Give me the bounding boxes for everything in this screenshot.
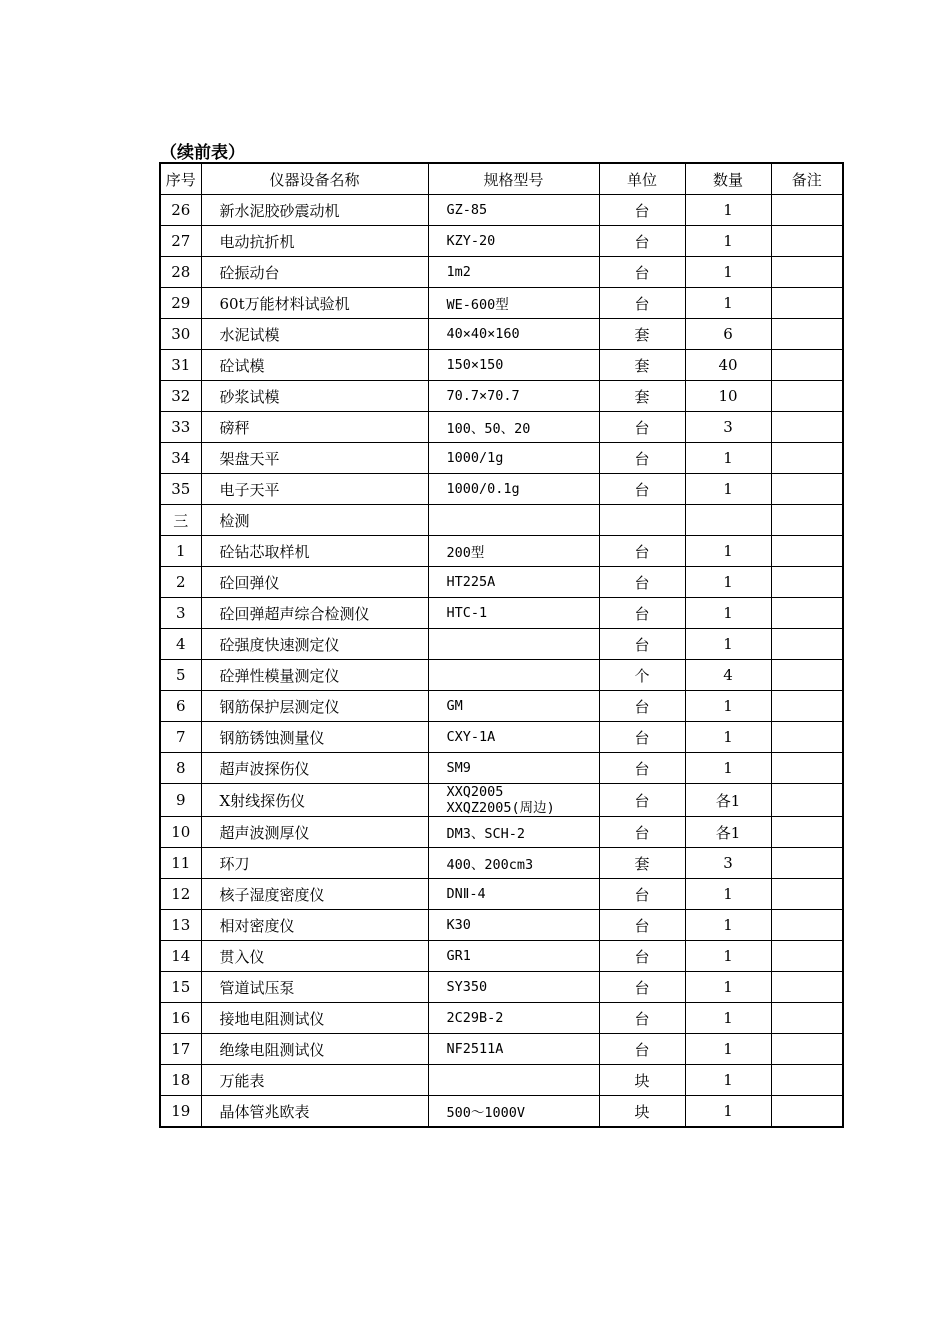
cell-note <box>771 1096 843 1128</box>
cell-spec: 400、200cm3 <box>428 848 599 879</box>
table-cell <box>599 505 685 536</box>
cell-note <box>771 848 843 879</box>
cell-unit: 台 <box>599 257 685 288</box>
cell-spec: 500～1000V <box>428 1096 599 1128</box>
table-row <box>160 443 843 474</box>
cell-note <box>771 753 843 784</box>
table-cell <box>428 505 599 536</box>
cell-note <box>771 629 843 660</box>
cell-no: 12 <box>160 879 201 910</box>
cell-unit: 台 <box>599 288 685 319</box>
cell-unit: 台 <box>599 536 685 567</box>
cell-spec: SM9 <box>428 753 599 784</box>
cell-spec: KZY-20 <box>428 226 599 257</box>
cell-unit: 套 <box>599 381 685 412</box>
cell-note <box>771 226 843 257</box>
cell-name: 环刀 <box>201 848 428 879</box>
cell-note <box>771 536 843 567</box>
cell-note <box>771 195 843 226</box>
cell-qty: 1 <box>685 257 771 288</box>
cell-qty: 各1 <box>685 817 771 848</box>
equipment-table <box>159 162 844 1128</box>
table-row <box>160 598 843 629</box>
cell-note <box>771 972 843 1003</box>
cell-spec: 70.7×70.7 <box>428 381 599 412</box>
cell-name: 砼回弹仪 <box>201 567 428 598</box>
cell-unit: 台 <box>599 910 685 941</box>
cell-qty: 1 <box>685 691 771 722</box>
cell-note <box>771 784 843 817</box>
cell-unit: 套 <box>599 350 685 381</box>
cell-qty: 1 <box>685 972 771 1003</box>
cell-spec <box>428 629 599 660</box>
cell-unit: 套 <box>599 848 685 879</box>
cell-unit: 台 <box>599 1034 685 1065</box>
cell-no: 4 <box>160 629 201 660</box>
cell-qty: 3 <box>685 412 771 443</box>
table-row <box>160 195 843 226</box>
cell-note <box>771 1003 843 1034</box>
cell-no: 27 <box>160 226 201 257</box>
cell-spec: K30 <box>428 910 599 941</box>
cell-name: 砼振动台 <box>201 257 428 288</box>
cell-no: 3 <box>160 598 201 629</box>
table-header-row <box>160 163 843 195</box>
cell-qty: 1 <box>685 474 771 505</box>
table-row <box>160 722 843 753</box>
cell-spec <box>428 1065 599 1096</box>
cell-spec: 150×150 <box>428 350 599 381</box>
cell-spec: GM <box>428 691 599 722</box>
section-name: 检测 <box>201 505 428 536</box>
cell-unit: 台 <box>599 941 685 972</box>
cell-name: 相对密度仪 <box>201 910 428 941</box>
cell-qty: 1 <box>685 753 771 784</box>
cell-qty: 1 <box>685 1034 771 1065</box>
cell-name: 砼钻芯取样机 <box>201 536 428 567</box>
cell-spec <box>428 660 599 691</box>
cell-unit: 台 <box>599 879 685 910</box>
table-row <box>160 784 843 817</box>
cell-spec: GR1 <box>428 941 599 972</box>
cell-name: 电子天平 <box>201 474 428 505</box>
cell-spec: 1000/0.1g <box>428 474 599 505</box>
table-row <box>160 412 843 443</box>
cell-qty: 1 <box>685 536 771 567</box>
table-caption: （续前表） <box>160 143 245 163</box>
cell-spec-line: XXQ2005 <box>446 784 504 800</box>
cell-unit: 台 <box>599 226 685 257</box>
cell-note <box>771 660 843 691</box>
cell-note <box>771 941 843 972</box>
table-row <box>160 629 843 660</box>
cell-qty: 各1 <box>685 784 771 817</box>
table-row <box>160 691 843 722</box>
cell-name: X射线探伤仪 <box>201 784 428 817</box>
cell-spec: DNⅡ-4 <box>428 879 599 910</box>
cell-unit: 台 <box>599 629 685 660</box>
cell-qty: 1 <box>685 195 771 226</box>
cell-unit: 台 <box>599 784 685 817</box>
cell-no: 26 <box>160 195 201 226</box>
cell-name: 砼回弹超声综合检测仪 <box>201 598 428 629</box>
cell-no: 19 <box>160 1096 201 1128</box>
cell-name: 架盘天平 <box>201 443 428 474</box>
table-row <box>160 474 843 505</box>
cell-no: 15 <box>160 972 201 1003</box>
cell-spec-line: XXQZ2005(周边) <box>446 800 555 816</box>
cell-qty: 1 <box>685 629 771 660</box>
cell-note <box>771 1034 843 1065</box>
cell-unit: 台 <box>599 722 685 753</box>
cell-qty: 6 <box>685 319 771 350</box>
cell-qty: 1 <box>685 1065 771 1096</box>
cell-note <box>771 598 843 629</box>
cell-note <box>771 381 843 412</box>
cell-name: 钢筋保护层测定仪 <box>201 691 428 722</box>
cell-name: 磅秤 <box>201 412 428 443</box>
cell-spec: 200型 <box>428 536 599 567</box>
cell-no: 8 <box>160 753 201 784</box>
cell-no: 7 <box>160 722 201 753</box>
cell-qty: 1 <box>685 1096 771 1128</box>
table-row <box>160 879 843 910</box>
cell-no: 35 <box>160 474 201 505</box>
table-row <box>160 753 843 784</box>
cell-name: 水泥试模 <box>201 319 428 350</box>
cell-note <box>771 567 843 598</box>
cell-name: 绝缘电阻测试仪 <box>201 1034 428 1065</box>
table-row <box>160 848 843 879</box>
cell-spec: HTC-1 <box>428 598 599 629</box>
cell-qty: 1 <box>685 910 771 941</box>
cell-name: 砂浆试模 <box>201 381 428 412</box>
table-cell <box>685 505 771 536</box>
header-unit: 单位 <box>599 163 685 195</box>
table-row <box>160 350 843 381</box>
cell-spec: 100、50、20 <box>428 412 599 443</box>
cell-name: 贯入仪 <box>201 941 428 972</box>
table-row <box>160 972 843 1003</box>
cell-spec: HT225A <box>428 567 599 598</box>
cell-name: 万能表 <box>201 1065 428 1096</box>
cell-name: 砼强度快速测定仪 <box>201 629 428 660</box>
cell-qty: 1 <box>685 722 771 753</box>
cell-qty: 1 <box>685 941 771 972</box>
cell-no: 1 <box>160 536 201 567</box>
cell-no: 5 <box>160 660 201 691</box>
cell-name: 核子湿度密度仪 <box>201 879 428 910</box>
cell-no: 28 <box>160 257 201 288</box>
cell-unit: 台 <box>599 972 685 1003</box>
cell-note <box>771 257 843 288</box>
cell-name: 管道试压泵 <box>201 972 428 1003</box>
table-row <box>160 288 843 319</box>
table-row <box>160 910 843 941</box>
cell-spec: DM3、SCH-2 <box>428 817 599 848</box>
cell-note <box>771 319 843 350</box>
cell-qty: 3 <box>685 848 771 879</box>
cell-qty: 1 <box>685 226 771 257</box>
header-note: 备注 <box>771 163 843 195</box>
cell-no: 14 <box>160 941 201 972</box>
cell-name: 超声波测厚仪 <box>201 817 428 848</box>
header-qty: 数量 <box>685 163 771 195</box>
cell-no: 33 <box>160 412 201 443</box>
cell-unit: 台 <box>599 753 685 784</box>
cell-unit: 台 <box>599 195 685 226</box>
cell-note <box>771 474 843 505</box>
cell-no: 16 <box>160 1003 201 1034</box>
cell-no: 32 <box>160 381 201 412</box>
cell-no: 34 <box>160 443 201 474</box>
cell-qty: 10 <box>685 381 771 412</box>
cell-spec <box>428 784 599 817</box>
cell-spec: NF2511A <box>428 1034 599 1065</box>
cell-unit: 台 <box>599 412 685 443</box>
cell-no: 2 <box>160 567 201 598</box>
cell-name: 砼试模 <box>201 350 428 381</box>
cell-note <box>771 879 843 910</box>
cell-qty: 1 <box>685 879 771 910</box>
cell-note <box>771 412 843 443</box>
cell-qty: 4 <box>685 660 771 691</box>
cell-unit: 台 <box>599 567 685 598</box>
table-cell <box>771 505 843 536</box>
cell-name: 钢筋锈蚀测量仪 <box>201 722 428 753</box>
cell-no: 11 <box>160 848 201 879</box>
cell-name: 60t万能材料试验机 <box>201 288 428 319</box>
header-no: 序号 <box>160 163 201 195</box>
cell-unit: 块 <box>599 1065 685 1096</box>
table-row <box>160 536 843 567</box>
cell-no: 9 <box>160 784 201 817</box>
cell-unit: 台 <box>599 1003 685 1034</box>
cell-note <box>771 691 843 722</box>
header-spec: 规格型号 <box>428 163 599 195</box>
cell-note <box>771 350 843 381</box>
cell-no: 6 <box>160 691 201 722</box>
table-row <box>160 1096 843 1128</box>
cell-no: 13 <box>160 910 201 941</box>
cell-no: 31 <box>160 350 201 381</box>
cell-note <box>771 443 843 474</box>
cell-note <box>771 910 843 941</box>
cell-no: 17 <box>160 1034 201 1065</box>
cell-note <box>771 817 843 848</box>
table-row <box>160 1065 843 1096</box>
table-row <box>160 660 843 691</box>
cell-no: 30 <box>160 319 201 350</box>
table-row <box>160 1034 843 1065</box>
cell-qty: 40 <box>685 350 771 381</box>
cell-unit: 台 <box>599 691 685 722</box>
cell-note <box>771 288 843 319</box>
cell-unit: 台 <box>599 443 685 474</box>
cell-unit: 台 <box>599 474 685 505</box>
cell-unit: 台 <box>599 817 685 848</box>
cell-no: 29 <box>160 288 201 319</box>
cell-name: 新水泥胶砂震动机 <box>201 195 428 226</box>
section-row <box>160 505 843 536</box>
cell-name: 电动抗折机 <box>201 226 428 257</box>
table-row <box>160 226 843 257</box>
cell-spec: 40×40×160 <box>428 319 599 350</box>
cell-spec: WE-600型 <box>428 288 599 319</box>
cell-name: 超声波探伤仪 <box>201 753 428 784</box>
cell-note <box>771 1065 843 1096</box>
cell-spec: SY350 <box>428 972 599 1003</box>
table-row <box>160 941 843 972</box>
table-row <box>160 257 843 288</box>
cell-no: 18 <box>160 1065 201 1096</box>
cell-spec: CXY-1A <box>428 722 599 753</box>
cell-name: 砼弹性模量测定仪 <box>201 660 428 691</box>
cell-name: 晶体管兆欧表 <box>201 1096 428 1128</box>
table-row <box>160 381 843 412</box>
cell-no: 10 <box>160 817 201 848</box>
cell-qty: 1 <box>685 598 771 629</box>
cell-qty: 1 <box>685 443 771 474</box>
cell-unit: 个 <box>599 660 685 691</box>
cell-qty: 1 <box>685 288 771 319</box>
table-row <box>160 319 843 350</box>
cell-spec: 2C29B-2 <box>428 1003 599 1034</box>
cell-unit: 块 <box>599 1096 685 1128</box>
cell-name: 接地电阻测试仪 <box>201 1003 428 1034</box>
header-name: 仪器设备名称 <box>201 163 428 195</box>
table-row <box>160 1003 843 1034</box>
cell-note <box>771 722 843 753</box>
table-row <box>160 567 843 598</box>
cell-spec: GZ-85 <box>428 195 599 226</box>
cell-qty: 1 <box>685 567 771 598</box>
cell-spec: 1m2 <box>428 257 599 288</box>
cell-spec: 1000/1g <box>428 443 599 474</box>
section-no: 三 <box>160 505 201 536</box>
table-row <box>160 817 843 848</box>
cell-qty: 1 <box>685 1003 771 1034</box>
cell-unit: 台 <box>599 598 685 629</box>
cell-unit: 套 <box>599 319 685 350</box>
